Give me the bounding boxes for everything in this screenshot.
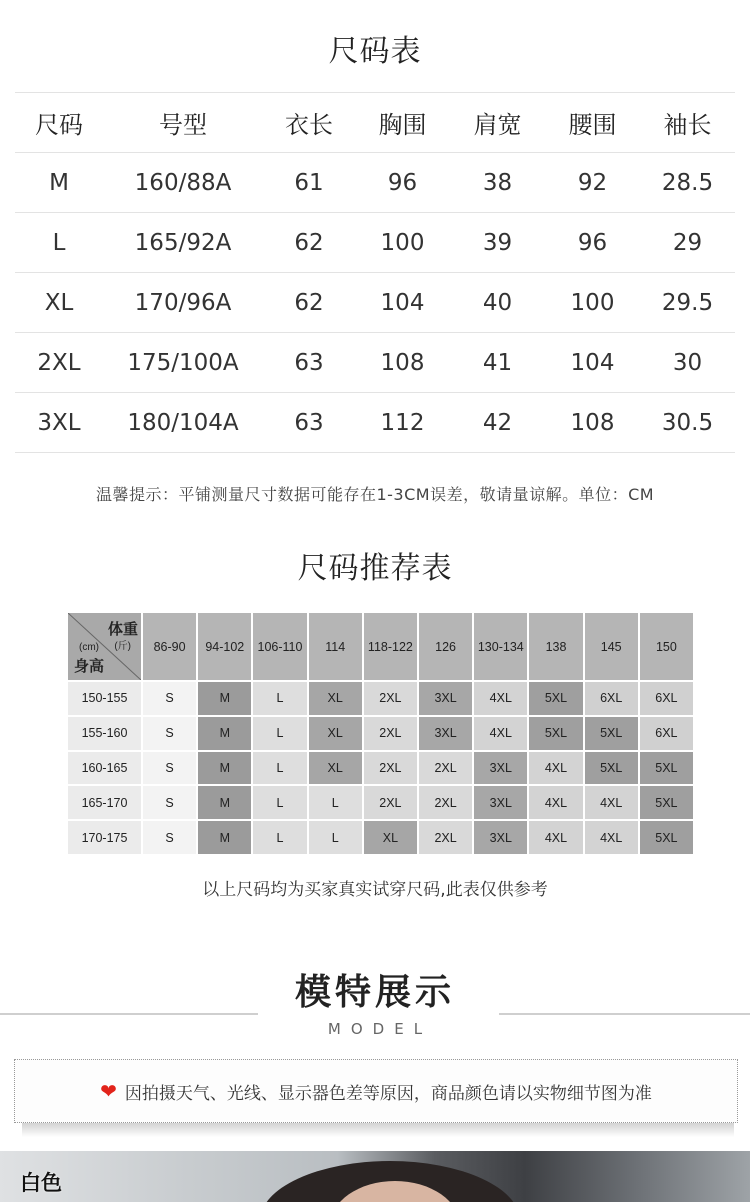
- size-cell: S: [143, 717, 196, 750]
- table-cell: 39: [450, 213, 545, 273]
- table-cell: 30.5: [640, 393, 735, 453]
- weight-header: 94-102: [198, 613, 251, 680]
- size-cell: 2XL: [419, 752, 472, 785]
- size-cell: 3XL: [474, 786, 527, 819]
- size-cell: L: [309, 786, 362, 819]
- table-cell: 41: [450, 333, 545, 393]
- table-row: [15, 333, 735, 393]
- weight-header: 126: [419, 613, 472, 680]
- size-cell: 2XL: [364, 717, 417, 750]
- size-cell: S: [143, 682, 196, 715]
- size-table-header: [15, 93, 735, 153]
- column-header: 胸围: [355, 93, 450, 153]
- table-cell: 108: [545, 393, 640, 453]
- size-recommend-table: [68, 613, 693, 854]
- size-cell: 2XL: [364, 786, 417, 819]
- size-cell: S: [143, 752, 196, 785]
- size-cell: XL: [309, 682, 362, 715]
- size-cell: 5XL: [640, 752, 693, 785]
- recommend-table-title: 尺码推荐表: [297, 551, 453, 586]
- weight-header: 86-90: [143, 613, 196, 680]
- table-row: [15, 393, 735, 453]
- table-cell: L: [15, 213, 103, 273]
- size-cell: L: [309, 821, 362, 854]
- table-cell: 61: [263, 153, 355, 213]
- height-label: 身高: [74, 658, 105, 675]
- table-cell: 92: [545, 153, 640, 213]
- size-cell: M: [198, 752, 251, 785]
- weight-header: 150: [640, 613, 693, 680]
- size-cell: M: [198, 786, 251, 819]
- size-cell: 4XL: [474, 717, 527, 750]
- height-unit: (cm): [79, 642, 99, 653]
- table-cell: 42: [450, 393, 545, 453]
- table-cell: 104: [355, 273, 450, 333]
- table-cell: 3XL: [15, 393, 103, 453]
- table-cell: 29: [640, 213, 735, 273]
- size-cell: S: [143, 786, 196, 819]
- size-cell: 5XL: [529, 682, 582, 715]
- size-table-title: 尺码表: [328, 34, 422, 69]
- table-cell: 38: [450, 153, 545, 213]
- size-cell: M: [198, 682, 251, 715]
- model-photo: [0, 1151, 750, 1202]
- column-header: 袖长: [640, 93, 735, 153]
- column-header: 衣长: [263, 93, 355, 153]
- size-cell: S: [143, 821, 196, 854]
- size-cell: 5XL: [585, 752, 638, 785]
- size-cell: 5XL: [640, 821, 693, 854]
- table-row: [15, 153, 735, 213]
- size-cell: 5XL: [529, 717, 582, 750]
- table-cell: 100: [355, 213, 450, 273]
- weight-header: 145: [585, 613, 638, 680]
- size-cell: 4XL: [529, 786, 582, 819]
- size-cell: 3XL: [419, 682, 472, 715]
- table-cell: 112: [355, 393, 450, 453]
- size-cell: 5XL: [585, 717, 638, 750]
- size-cell: 6XL: [640, 717, 693, 750]
- color-notice: [14, 1059, 738, 1123]
- table-cell: 40: [450, 273, 545, 333]
- table-cell: 63: [263, 393, 355, 453]
- size-cell: 6XL: [640, 682, 693, 715]
- height-header: 150-155: [68, 682, 141, 715]
- weight-unit: (斤): [114, 641, 131, 652]
- size-cell: 3XL: [419, 717, 472, 750]
- weight-header: 138: [529, 613, 582, 680]
- weight-header: 118-122: [364, 613, 417, 680]
- size-cell: 4XL: [529, 821, 582, 854]
- size-cell: 6XL: [585, 682, 638, 715]
- table-cell: 28.5: [640, 153, 735, 213]
- size-cell: L: [253, 752, 306, 785]
- size-cell: M: [198, 717, 251, 750]
- size-cell: XL: [309, 752, 362, 785]
- height-header: 155-160: [68, 717, 141, 750]
- notice-shadow: [22, 1123, 734, 1137]
- size-cell: 2XL: [419, 786, 472, 819]
- table-cell: 100: [545, 273, 640, 333]
- size-cell: M: [198, 821, 251, 854]
- size-cell: 2XL: [364, 752, 417, 785]
- weight-header: 114: [309, 613, 362, 680]
- table-cell: 108: [355, 333, 450, 393]
- model-section-title: 模特展示: [294, 972, 455, 1013]
- size-cell: XL: [309, 717, 362, 750]
- table-cell: 30: [640, 333, 735, 393]
- table-cell: 63: [263, 333, 355, 393]
- size-cell: 3XL: [474, 821, 527, 854]
- table-cell: 175/100A: [103, 333, 263, 393]
- color-notice-text: 因拍摄天气、光线、显示器色差等原因，商品颜色请以实物细节图为准: [124, 1083, 652, 1104]
- table-row: [15, 213, 735, 273]
- weight-label: 体重: [107, 621, 138, 638]
- size-cell: L: [253, 682, 306, 715]
- size-cell: 4XL: [474, 682, 527, 715]
- size-cell: 3XL: [474, 752, 527, 785]
- color-label: 白色: [20, 1171, 62, 1195]
- size-cell: 2XL: [364, 682, 417, 715]
- table-cell: 29.5: [640, 273, 735, 333]
- table-cell: 180/104A: [103, 393, 263, 453]
- model-section-subtitle: MODEL: [327, 1020, 433, 1038]
- column-header: 肩宽: [450, 93, 545, 153]
- table-cell: XL: [15, 273, 103, 333]
- size-cell: XL: [364, 821, 417, 854]
- size-table: [15, 92, 735, 453]
- table-cell: 104: [545, 333, 640, 393]
- table-cell: 96: [355, 153, 450, 213]
- table-cell: 2XL: [15, 333, 103, 393]
- weight-header: 130-134: [474, 613, 527, 680]
- size-cell: L: [253, 821, 306, 854]
- height-header: 170-175: [68, 821, 141, 854]
- recommend-caption: 以上尺码均为买家真实试穿尺码,此表仅供参考: [202, 880, 548, 900]
- size-cell: 5XL: [640, 786, 693, 819]
- size-cell: 2XL: [419, 821, 472, 854]
- heart-icon: ❤: [100, 1079, 117, 1103]
- height-header: 165-170: [68, 786, 141, 819]
- weight-header: 106-110: [253, 613, 306, 680]
- size-cell: 4XL: [585, 786, 638, 819]
- size-cell: 4XL: [585, 821, 638, 854]
- table-cell: 62: [263, 213, 355, 273]
- size-cell: 4XL: [529, 752, 582, 785]
- table-row: [15, 273, 735, 333]
- height-header: 160-165: [68, 752, 141, 785]
- table-cell: 165/92A: [103, 213, 263, 273]
- size-cell: L: [253, 786, 306, 819]
- table-cell: 160/88A: [103, 153, 263, 213]
- table-cell: M: [15, 153, 103, 213]
- table-cell: 96: [545, 213, 640, 273]
- size-cell: L: [253, 717, 306, 750]
- column-header: 腰围: [545, 93, 640, 153]
- column-header: 号型: [103, 93, 263, 153]
- measurement-tip: 温馨提示：平铺测量尺寸数据可能存在1-3CM误差，敬请量谅解。单位：CM: [95, 485, 655, 504]
- table-cell: 170/96A: [103, 273, 263, 333]
- column-header: 尺码: [15, 93, 103, 153]
- table-corner-header: [68, 613, 141, 680]
- table-cell: 62: [263, 273, 355, 333]
